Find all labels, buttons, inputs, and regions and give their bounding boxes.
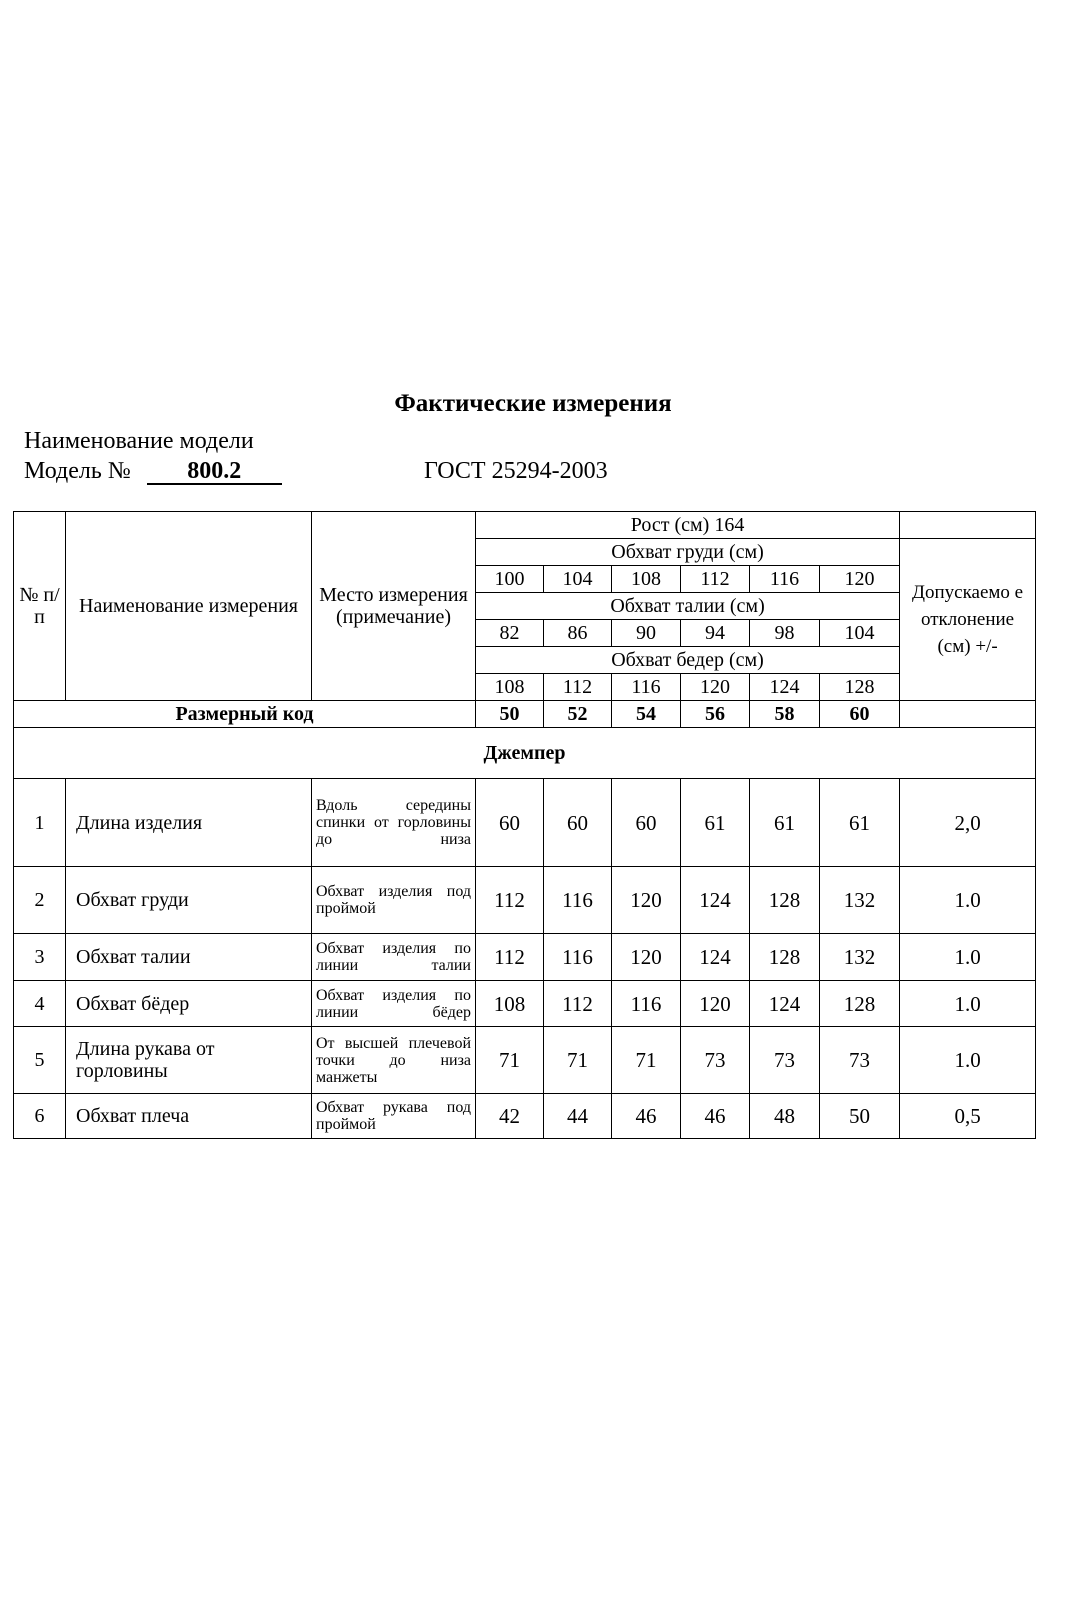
row-value: 46 <box>681 1094 750 1139</box>
row-value: 120 <box>612 867 681 934</box>
hips-value: 124 <box>750 674 820 701</box>
chest-value: 112 <box>681 566 750 593</box>
section-title: Джемпер <box>14 728 1036 779</box>
row-value: 60 <box>476 779 544 867</box>
row-value: 73 <box>681 1027 750 1094</box>
row-name: Обхват бёдер <box>66 981 312 1027</box>
row-value: 48 <box>750 1094 820 1139</box>
waist-value: 90 <box>612 620 681 647</box>
row-deviation: 1.0 <box>900 867 1036 934</box>
row-value: 44 <box>544 1094 612 1139</box>
waist-value: 104 <box>820 620 900 647</box>
header-num: № п/ п <box>14 512 66 701</box>
hips-label: Обхват бедер (см) <box>476 647 900 674</box>
hips-value: 108 <box>476 674 544 701</box>
table-row <box>14 867 1036 934</box>
hips-value: 128 <box>820 674 900 701</box>
row-value: 50 <box>820 1094 900 1139</box>
section-row <box>14 728 1036 779</box>
model-number-value: 800.2 <box>147 459 282 485</box>
row-number: 4 <box>14 981 66 1027</box>
row-name: Обхват груди <box>66 867 312 934</box>
row-place: Обхват изделия под проймой <box>312 867 476 934</box>
row-value: 116 <box>544 867 612 934</box>
hips-value: 112 <box>544 674 612 701</box>
row-value: 73 <box>820 1027 900 1094</box>
table-row <box>14 1094 1036 1139</box>
row-deviation: 1.0 <box>900 981 1036 1027</box>
row-value: 112 <box>476 934 544 981</box>
row-deviation: 2,0 <box>900 779 1036 867</box>
waist-value: 98 <box>750 620 820 647</box>
row-value: 132 <box>820 867 900 934</box>
row-value: 73 <box>750 1027 820 1094</box>
size-code: 50 <box>476 701 544 728</box>
size-code-empty <box>900 701 1036 728</box>
row-value: 132 <box>820 934 900 981</box>
row-place: Обхват изделия по линии бёдер <box>312 981 476 1027</box>
row-name: Длина изделия <box>66 779 312 867</box>
row-value: 128 <box>820 981 900 1027</box>
row-value: 124 <box>681 867 750 934</box>
row-value: 124 <box>681 934 750 981</box>
header-deviation: Допускаемо е отклонение (см) +/- <box>900 539 1036 701</box>
row-value: 124 <box>750 981 820 1027</box>
row-value: 128 <box>750 934 820 981</box>
row-number: 2 <box>14 867 66 934</box>
hips-value: 116 <box>612 674 681 701</box>
chest-label: Обхват груди (см) <box>476 539 900 566</box>
hips-value: 120 <box>681 674 750 701</box>
table-row <box>14 1027 1036 1094</box>
row-value: 71 <box>476 1027 544 1094</box>
size-code: 58 <box>750 701 820 728</box>
row-value: 120 <box>681 981 750 1027</box>
gost-standard: ГОСТ 25294-2003 <box>424 458 608 484</box>
header-name: Наименование измерения <box>66 512 312 701</box>
row-place: От высшей плечевой точки до низа манжеты <box>312 1027 476 1094</box>
row-deviation: 1.0 <box>900 1027 1036 1094</box>
size-code-row <box>14 701 1036 728</box>
chest-value: 120 <box>820 566 900 593</box>
row-value: 116 <box>544 934 612 981</box>
row-value: 116 <box>612 981 681 1027</box>
row-place: Обхват рукава под проймой <box>312 1094 476 1139</box>
table-row <box>14 934 1036 981</box>
chest-value: 104 <box>544 566 612 593</box>
chest-value: 108 <box>612 566 681 593</box>
model-number-label: Модель № <box>24 458 131 484</box>
row-value: 112 <box>544 981 612 1027</box>
chest-value: 116 <box>750 566 820 593</box>
row-place: Вдоль середины спинки от горловины до низа <box>312 779 476 867</box>
header-place: Место измерения (примечание) <box>312 512 476 701</box>
row-value: 128 <box>750 867 820 934</box>
model-name-label: Наименование модели <box>24 428 254 454</box>
chest-value: 100 <box>476 566 544 593</box>
row-value: 61 <box>820 779 900 867</box>
row-value: 60 <box>612 779 681 867</box>
size-code-label: Размерный код <box>14 701 476 728</box>
row-value: 42 <box>476 1094 544 1139</box>
model-number-line <box>24 458 282 485</box>
page-title: Фактические измерения <box>394 390 672 417</box>
waist-value: 86 <box>544 620 612 647</box>
row-value: 112 <box>476 867 544 934</box>
measurements-table <box>13 511 1036 1139</box>
row-name: Длина рукава от горловины <box>66 1027 312 1094</box>
header-row-height <box>14 512 1036 539</box>
deviation-top-cell <box>900 512 1036 539</box>
table-row <box>14 981 1036 1027</box>
row-deviation: 0,5 <box>900 1094 1036 1139</box>
row-value: 71 <box>544 1027 612 1094</box>
row-value: 61 <box>681 779 750 867</box>
waist-label: Обхват талии (см) <box>476 593 900 620</box>
row-place: Обхват изделия по линии талии <box>312 934 476 981</box>
row-name: Обхват талии <box>66 934 312 981</box>
row-number: 3 <box>14 934 66 981</box>
size-code: 54 <box>612 701 681 728</box>
row-name: Обхват плеча <box>66 1094 312 1139</box>
size-code: 52 <box>544 701 612 728</box>
row-value: 71 <box>612 1027 681 1094</box>
row-number: 6 <box>14 1094 66 1139</box>
row-value: 61 <box>750 779 820 867</box>
height-label: Рост (см) 164 <box>476 512 900 539</box>
row-value: 120 <box>612 934 681 981</box>
row-value: 60 <box>544 779 612 867</box>
row-value: 108 <box>476 981 544 1027</box>
size-code: 56 <box>681 701 750 728</box>
row-number: 1 <box>14 779 66 867</box>
waist-value: 82 <box>476 620 544 647</box>
row-number: 5 <box>14 1027 66 1094</box>
row-value: 46 <box>612 1094 681 1139</box>
waist-value: 94 <box>681 620 750 647</box>
size-code: 60 <box>820 701 900 728</box>
row-deviation: 1.0 <box>900 934 1036 981</box>
table-row <box>14 779 1036 867</box>
